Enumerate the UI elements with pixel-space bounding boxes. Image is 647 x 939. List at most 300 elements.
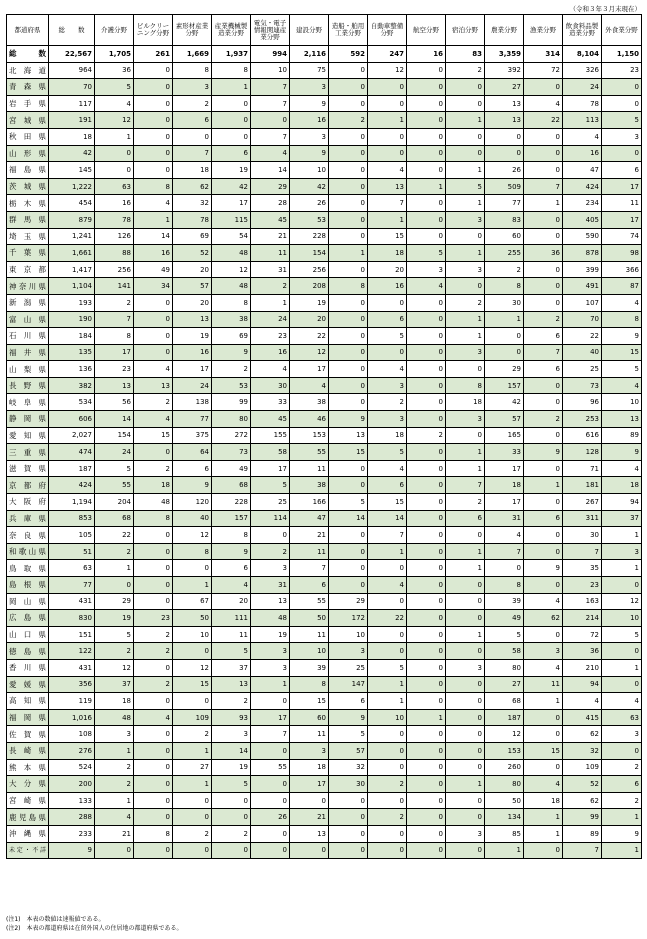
value-cell: 0 xyxy=(329,128,368,145)
table-row xyxy=(7,577,642,594)
header-row xyxy=(7,15,642,46)
prefecture-name: 山梨県 xyxy=(7,361,49,378)
value-cell: 22 xyxy=(368,610,407,627)
value-cell: 16 xyxy=(95,195,134,212)
value-cell: 30 xyxy=(251,377,290,394)
value-cell: 0 xyxy=(212,792,251,809)
value-cell: 8 xyxy=(602,311,642,328)
value-cell: 0 xyxy=(134,112,173,129)
value-cell: 0 xyxy=(134,162,173,179)
value-cell: 4 xyxy=(368,361,407,378)
value-cell: 22 xyxy=(524,112,563,129)
value-cell: 74 xyxy=(602,228,642,245)
value-cell: 1 xyxy=(368,112,407,129)
value-cell: 57 xyxy=(329,742,368,759)
prefecture-name: 熊本県 xyxy=(7,759,49,776)
value-cell: 0 xyxy=(251,792,290,809)
value-cell: 13 xyxy=(602,411,642,428)
value-cell: 14 xyxy=(212,742,251,759)
value-cell: 109 xyxy=(173,709,212,726)
column-header: 素形材産業分野 xyxy=(173,15,212,46)
value-cell: 4 xyxy=(524,95,563,112)
value-cell: 3 xyxy=(446,825,485,842)
value-cell: 1 xyxy=(251,294,290,311)
value-cell: 16 xyxy=(407,46,446,63)
value-cell: 14 xyxy=(368,510,407,527)
total-cell: 431 xyxy=(49,659,95,676)
value-cell: 214 xyxy=(563,610,602,627)
value-cell: 13 xyxy=(251,593,290,610)
value-cell: 0 xyxy=(173,643,212,660)
value-cell: 0 xyxy=(524,543,563,560)
value-cell: 1 xyxy=(602,842,642,859)
value-cell: 9 xyxy=(524,560,563,577)
table-row xyxy=(7,460,642,477)
value-cell: 13 xyxy=(329,427,368,444)
column-header: 総 数 xyxy=(49,15,95,46)
value-cell: 50 xyxy=(173,610,212,627)
value-cell: 0 xyxy=(368,95,407,112)
value-cell: 2 xyxy=(173,726,212,743)
value-cell: 0 xyxy=(602,643,642,660)
value-cell: 0 xyxy=(446,593,485,610)
value-cell: 415 xyxy=(563,709,602,726)
value-cell: 1 xyxy=(95,560,134,577)
value-cell: 8 xyxy=(212,62,251,79)
prefecture-name: 高知県 xyxy=(7,693,49,710)
value-cell: 3 xyxy=(329,643,368,660)
value-cell: 4 xyxy=(368,162,407,179)
table-row xyxy=(7,95,642,112)
table-row xyxy=(7,693,642,710)
value-cell: 6 xyxy=(212,560,251,577)
value-cell: 3 xyxy=(95,726,134,743)
value-cell: 3 xyxy=(446,659,485,676)
value-cell: 56 xyxy=(95,394,134,411)
prefecture-name: 徳島県 xyxy=(7,643,49,660)
value-cell: 6 xyxy=(368,311,407,328)
value-cell: 0 xyxy=(446,809,485,826)
value-cell: 48 xyxy=(212,245,251,262)
table-row xyxy=(7,742,642,759)
value-cell: 0 xyxy=(446,278,485,295)
value-cell: 30 xyxy=(485,294,524,311)
value-cell: 6 xyxy=(329,693,368,710)
value-cell: 228 xyxy=(290,228,329,245)
value-cell: 0 xyxy=(329,577,368,594)
prefecture-name: 岐阜県 xyxy=(7,394,49,411)
value-cell: 4 xyxy=(602,460,642,477)
total-cell: 1,241 xyxy=(49,228,95,245)
prefecture-name: 富山県 xyxy=(7,311,49,328)
value-cell: 0 xyxy=(446,145,485,162)
value-cell: 15 xyxy=(134,427,173,444)
value-cell: 114 xyxy=(251,510,290,527)
value-cell: 94 xyxy=(602,494,642,511)
prefecture-name: 群馬県 xyxy=(7,211,49,228)
prefecture-name: 新潟県 xyxy=(7,294,49,311)
value-cell: 0 xyxy=(134,444,173,461)
table-row xyxy=(7,643,642,660)
value-cell: 98 xyxy=(602,245,642,262)
prefecture-name: 山口県 xyxy=(7,626,49,643)
value-cell: 77 xyxy=(173,411,212,428)
value-cell: 261 xyxy=(134,46,173,63)
value-cell: 8 xyxy=(173,62,212,79)
value-cell: 33 xyxy=(251,394,290,411)
column-header: 宿泊分野 xyxy=(446,15,485,46)
value-cell: 0 xyxy=(290,792,329,809)
value-cell: 7 xyxy=(563,842,602,859)
value-cell: 0 xyxy=(446,361,485,378)
value-cell: 8 xyxy=(290,676,329,693)
value-cell: 11 xyxy=(212,626,251,643)
total-cell: 2,027 xyxy=(49,427,95,444)
value-cell: 0 xyxy=(446,742,485,759)
value-cell: 0 xyxy=(212,112,251,129)
total-cell: 964 xyxy=(49,62,95,79)
value-cell: 7 xyxy=(290,560,329,577)
value-cell: 33 xyxy=(485,444,524,461)
value-cell: 31 xyxy=(251,577,290,594)
date-note: （令和３年３月末現在） xyxy=(569,5,641,13)
value-cell: 89 xyxy=(602,427,642,444)
column-header: 都道府県 xyxy=(7,15,49,46)
value-cell: 8 xyxy=(95,328,134,345)
value-cell: 181 xyxy=(563,477,602,494)
value-cell: 1 xyxy=(446,245,485,262)
total-cell: 1,222 xyxy=(49,178,95,195)
value-cell: 0 xyxy=(368,294,407,311)
value-cell: 0 xyxy=(329,842,368,859)
value-cell: 0 xyxy=(407,742,446,759)
value-cell: 3 xyxy=(290,742,329,759)
prefecture-name: 大分県 xyxy=(7,776,49,793)
total-cell: 1,104 xyxy=(49,278,95,295)
value-cell: 37 xyxy=(602,510,642,527)
value-cell: 58 xyxy=(485,643,524,660)
column-header: 飲食料品製造業分野 xyxy=(563,15,602,46)
value-cell: 1 xyxy=(368,211,407,228)
value-cell: 405 xyxy=(563,211,602,228)
total-cell: 879 xyxy=(49,211,95,228)
value-cell: 4 xyxy=(485,527,524,544)
value-cell: 88 xyxy=(95,245,134,262)
value-cell: 17 xyxy=(602,211,642,228)
value-cell: 46 xyxy=(290,411,329,428)
prefecture-name: 奈良県 xyxy=(7,527,49,544)
value-cell: 62 xyxy=(173,178,212,195)
value-cell: 37 xyxy=(212,659,251,676)
value-cell: 11 xyxy=(290,626,329,643)
value-cell: 78 xyxy=(173,211,212,228)
value-cell: 25 xyxy=(251,494,290,511)
value-cell: 210 xyxy=(563,659,602,676)
table-row xyxy=(7,162,642,179)
value-cell: 13 xyxy=(485,112,524,129)
value-cell: 147 xyxy=(329,676,368,693)
value-cell: 3 xyxy=(251,659,290,676)
value-cell: 0 xyxy=(407,228,446,245)
value-cell: 8 xyxy=(134,825,173,842)
value-cell: 2,116 xyxy=(290,46,329,63)
value-cell: 0 xyxy=(446,759,485,776)
value-cell: 5 xyxy=(602,626,642,643)
value-cell: 0 xyxy=(212,842,251,859)
column-header: 漁業分野 xyxy=(524,15,563,46)
value-cell: 11 xyxy=(290,726,329,743)
value-cell: 0 xyxy=(368,643,407,660)
note-2: (注2) 本表の都道府県は在留外国人の住居地の都道府県である。 xyxy=(6,925,183,932)
value-cell: 1 xyxy=(602,659,642,676)
value-cell: 49 xyxy=(212,460,251,477)
prefecture-name: 佐賀県 xyxy=(7,726,49,743)
table-row xyxy=(7,842,642,859)
value-cell: 3 xyxy=(251,560,290,577)
value-cell: 6 xyxy=(173,112,212,129)
value-cell: 0 xyxy=(368,726,407,743)
value-cell: 1 xyxy=(407,709,446,726)
value-cell: 0 xyxy=(368,825,407,842)
value-cell: 15 xyxy=(524,742,563,759)
value-cell: 0 xyxy=(524,394,563,411)
table-row xyxy=(7,328,642,345)
value-cell: 11 xyxy=(602,195,642,212)
value-cell: 17 xyxy=(290,361,329,378)
value-cell: 0 xyxy=(251,693,290,710)
value-cell: 55 xyxy=(290,593,329,610)
value-cell: 9 xyxy=(290,95,329,112)
value-cell: 0 xyxy=(134,328,173,345)
value-cell: 1 xyxy=(524,477,563,494)
value-cell: 0 xyxy=(134,311,173,328)
value-cell: 1,150 xyxy=(602,46,642,63)
value-cell: 0 xyxy=(134,79,173,96)
value-cell: 1 xyxy=(407,178,446,195)
value-cell: 0 xyxy=(407,162,446,179)
value-cell: 0 xyxy=(407,792,446,809)
value-cell: 19 xyxy=(290,294,329,311)
value-cell: 19 xyxy=(212,162,251,179)
prefecture-name: 福井県 xyxy=(7,344,49,361)
value-cell: 0 xyxy=(329,261,368,278)
value-cell: 4 xyxy=(602,294,642,311)
value-cell: 37 xyxy=(95,676,134,693)
value-cell: 424 xyxy=(563,178,602,195)
value-cell: 12 xyxy=(290,344,329,361)
value-cell: 57 xyxy=(485,411,524,428)
value-cell: 73 xyxy=(563,377,602,394)
value-cell: 55 xyxy=(251,759,290,776)
value-cell: 0 xyxy=(524,527,563,544)
column-header: ビルクリーニング分野 xyxy=(134,15,173,46)
value-cell: 55 xyxy=(95,477,134,494)
value-cell: 0 xyxy=(329,62,368,79)
prefecture-name: 香川県 xyxy=(7,659,49,676)
value-cell: 2 xyxy=(446,494,485,511)
value-cell: 0 xyxy=(134,809,173,826)
prefecture-name: 宮崎県 xyxy=(7,792,49,809)
value-cell: 4 xyxy=(95,809,134,826)
value-cell: 163 xyxy=(563,593,602,610)
value-cell: 9 xyxy=(212,344,251,361)
prefecture-name: 島根県 xyxy=(7,577,49,594)
column-header: 外食業分野 xyxy=(602,15,642,46)
value-cell: 0 xyxy=(524,726,563,743)
value-cell: 0 xyxy=(524,709,563,726)
value-cell: 0 xyxy=(134,543,173,560)
statistics-table xyxy=(6,14,642,859)
value-cell: 2 xyxy=(212,825,251,842)
column-header: 産業機械製造業分野 xyxy=(212,15,251,46)
value-cell: 0 xyxy=(407,593,446,610)
total-cell: 70 xyxy=(49,79,95,96)
value-cell: 2 xyxy=(173,95,212,112)
value-cell: 0 xyxy=(407,195,446,212)
value-cell: 0 xyxy=(251,776,290,793)
column-header: 自動車整備分野 xyxy=(368,15,407,46)
value-cell: 12 xyxy=(173,659,212,676)
value-cell: 45 xyxy=(251,211,290,228)
value-cell: 1 xyxy=(602,560,642,577)
value-cell: 42 xyxy=(485,394,524,411)
value-cell: 3 xyxy=(446,211,485,228)
value-cell: 392 xyxy=(485,62,524,79)
value-cell: 10 xyxy=(329,626,368,643)
total-cell: 1,661 xyxy=(49,245,95,262)
value-cell: 0 xyxy=(134,742,173,759)
value-cell: 20 xyxy=(173,294,212,311)
value-cell: 2 xyxy=(95,776,134,793)
value-cell: 1 xyxy=(524,693,563,710)
value-cell: 5 xyxy=(212,643,251,660)
value-cell: 0 xyxy=(95,162,134,179)
value-cell: 4 xyxy=(212,577,251,594)
value-cell: 48 xyxy=(212,278,251,295)
value-cell: 48 xyxy=(251,610,290,627)
value-cell: 0 xyxy=(524,626,563,643)
value-cell: 5 xyxy=(368,659,407,676)
value-cell: 31 xyxy=(485,510,524,527)
value-cell: 1 xyxy=(95,792,134,809)
value-cell: 68 xyxy=(95,510,134,527)
total-cell: 108 xyxy=(49,726,95,743)
prefecture-name: 京都府 xyxy=(7,477,49,494)
value-cell: 878 xyxy=(563,245,602,262)
value-cell: 18 xyxy=(368,427,407,444)
value-cell: 34 xyxy=(134,278,173,295)
prefecture-name: 茨城県 xyxy=(7,178,49,195)
value-cell: 11 xyxy=(290,543,329,560)
value-cell: 80 xyxy=(212,411,251,428)
prefecture-name: 愛媛県 xyxy=(7,676,49,693)
value-cell: 55 xyxy=(290,444,329,461)
value-cell: 15 xyxy=(329,444,368,461)
value-cell: 107 xyxy=(563,294,602,311)
value-cell: 5 xyxy=(95,460,134,477)
value-cell: 6 xyxy=(524,510,563,527)
value-cell: 12 xyxy=(602,593,642,610)
total-cell: 830 xyxy=(49,610,95,627)
table-row xyxy=(7,477,642,494)
table-row xyxy=(7,79,642,96)
value-cell: 1 xyxy=(602,809,642,826)
value-cell: 11 xyxy=(524,676,563,693)
value-cell: 3 xyxy=(368,377,407,394)
value-cell: 26 xyxy=(251,809,290,826)
total-cell: 524 xyxy=(49,759,95,776)
value-cell: 115 xyxy=(212,211,251,228)
value-cell: 157 xyxy=(485,377,524,394)
value-cell: 47 xyxy=(290,510,329,527)
value-cell: 24 xyxy=(251,311,290,328)
value-cell: 1 xyxy=(446,776,485,793)
value-cell: 0 xyxy=(329,79,368,96)
value-cell: 2 xyxy=(95,294,134,311)
prefecture-name: 秋田県 xyxy=(7,128,49,145)
value-cell: 25 xyxy=(563,361,602,378)
value-cell: 68 xyxy=(485,693,524,710)
value-cell: 1 xyxy=(173,742,212,759)
prefecture-name: 愛知県 xyxy=(7,427,49,444)
value-cell: 0 xyxy=(485,560,524,577)
total-cell: 276 xyxy=(49,742,95,759)
total-cell: 122 xyxy=(49,643,95,660)
value-cell: 256 xyxy=(290,261,329,278)
value-cell: 0 xyxy=(407,494,446,511)
value-cell: 0 xyxy=(329,477,368,494)
value-cell: 12 xyxy=(173,527,212,544)
total-cell: 1,016 xyxy=(49,709,95,726)
value-cell: 32 xyxy=(173,195,212,212)
value-cell: 0 xyxy=(329,792,368,809)
value-cell: 253 xyxy=(563,411,602,428)
table-row xyxy=(7,792,642,809)
value-cell: 1 xyxy=(446,112,485,129)
table-row xyxy=(7,809,642,826)
value-cell: 1,937 xyxy=(212,46,251,63)
table-row xyxy=(7,278,642,295)
value-cell: 12 xyxy=(95,112,134,129)
value-cell: 154 xyxy=(290,245,329,262)
value-cell: 0 xyxy=(212,128,251,145)
value-cell: 0 xyxy=(134,145,173,162)
total-cell: 77 xyxy=(49,577,95,594)
total-cell: 200 xyxy=(49,776,95,793)
value-cell: 0 xyxy=(407,95,446,112)
value-cell: 0 xyxy=(602,95,642,112)
total-cell: 63 xyxy=(49,560,95,577)
value-cell: 0 xyxy=(134,344,173,361)
value-cell: 2 xyxy=(368,776,407,793)
value-cell: 3 xyxy=(290,128,329,145)
value-cell: 40 xyxy=(563,344,602,361)
value-cell: 6 xyxy=(524,328,563,345)
value-cell: 0 xyxy=(446,79,485,96)
value-cell: 2 xyxy=(95,543,134,560)
value-cell: 4 xyxy=(524,659,563,676)
value-cell: 22 xyxy=(290,328,329,345)
value-cell: 0 xyxy=(407,842,446,859)
table-row xyxy=(7,527,642,544)
table-row xyxy=(7,510,642,527)
value-cell: 616 xyxy=(563,427,602,444)
value-cell: 0 xyxy=(407,510,446,527)
prefecture-name: 宮城県 xyxy=(7,112,49,129)
value-cell: 0 xyxy=(251,825,290,842)
value-cell: 3 xyxy=(368,411,407,428)
value-cell: 26 xyxy=(290,195,329,212)
